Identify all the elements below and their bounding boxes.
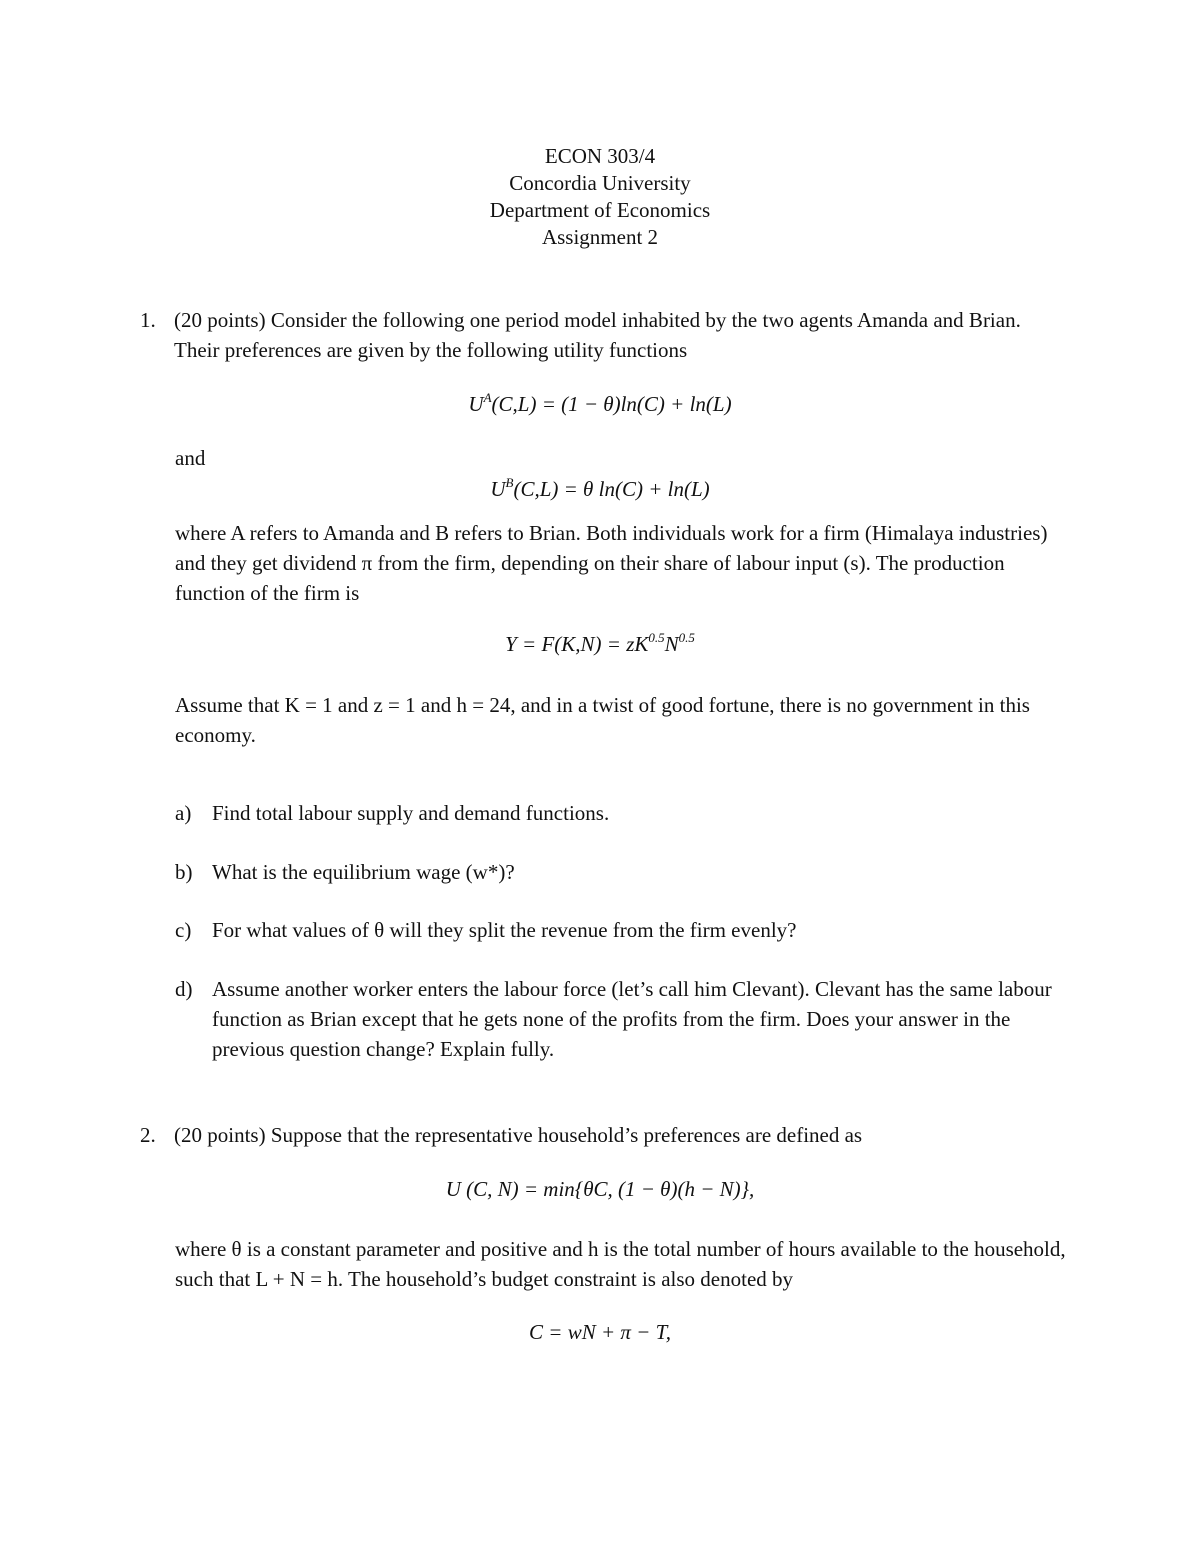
part-text: For what values of θ will they split the revenue from the firm evenly? [212, 918, 797, 942]
eq-lhs: U [468, 392, 484, 416]
eq-rhs: (C,L) = θ ln(C) + ln(L) [513, 477, 710, 501]
equation-budget-constraint: C = wN + π − T, [529, 1320, 671, 1344]
department-name: Department of Economics [489, 198, 711, 222]
and-label: and [175, 446, 206, 470]
eq-rhs: (C,L) = (1 − θ)ln(C) + ln(L) [491, 392, 732, 416]
question-1 [140, 305, 1070, 365]
eq-lhs: U [490, 477, 506, 501]
assignment-title: Assignment 2 [541, 225, 659, 249]
question-1-part-c [175, 915, 1075, 945]
paragraph-household-description: where θ is a constant parameter and positive and h is the total number of hours available to the household, such that L + N = h. The household’s budget constraint is also denoted by [175, 1237, 1066, 1291]
eq-superscript: A [483, 390, 492, 405]
equation-utility-amanda [0, 390, 1200, 417]
part-label: c) [175, 918, 192, 942]
paragraph-assumptions: Assume that K = 1 and z = 1 and h = 24, and in a twist of good fortune, there is no government in this economy. [175, 693, 1030, 747]
part-text: What is the equilibrium wage (w*)? [212, 860, 515, 884]
question-intro: (20 points) Consider the following one period model inhabited by the two agents Amanda and Brian. Their preferences are given by the following utility functions [174, 308, 1021, 362]
question-intro: (20 points) Suppose that the representative household’s preferences are defined as [174, 1123, 863, 1147]
university-name: Concordia University [509, 171, 691, 195]
equation-production-function [0, 630, 1200, 657]
eq-superscript: B [505, 475, 514, 490]
part-text: Find total labour supply and demand functions. [212, 801, 610, 825]
eq-part: N [664, 632, 679, 656]
equation-utility-brian [0, 475, 1200, 502]
equation-household-utility: U (C, N) = min{θC, (1 − θ)(h − N)}, [445, 1177, 755, 1201]
question-1-part-a [175, 798, 1075, 828]
question-2 [140, 1120, 1070, 1150]
eq-part: Y = F(K,N) = zK [505, 632, 649, 656]
part-label: b) [175, 860, 193, 884]
course-code: ECON 303/4 [544, 144, 656, 168]
question-1-part-b [175, 857, 1075, 887]
question-number: 1. [140, 308, 156, 332]
document-header [0, 143, 1200, 251]
eq-superscript: 0.5 [648, 630, 665, 645]
part-text: Assume another worker enters the labour force (let’s call him Clevant). Clevant has the same labour function as Brian except that he gets none of the profits from the firm. Does your answer in the previous question change? Explain fully. [212, 977, 1052, 1061]
question-1-part-d [175, 974, 1075, 1064]
question-number: 2. [140, 1123, 156, 1147]
part-label: a) [175, 801, 192, 825]
part-label: d) [175, 977, 193, 1001]
paragraph-firm-description: where A refers to Amanda and B refers to Brian. Both individuals work for a firm (Himalaya industries) and they get dividend π from the firm, depending on their share of labour input (s). The production function of the firm is [175, 521, 1048, 605]
eq-superscript: 0.5 [678, 630, 695, 645]
